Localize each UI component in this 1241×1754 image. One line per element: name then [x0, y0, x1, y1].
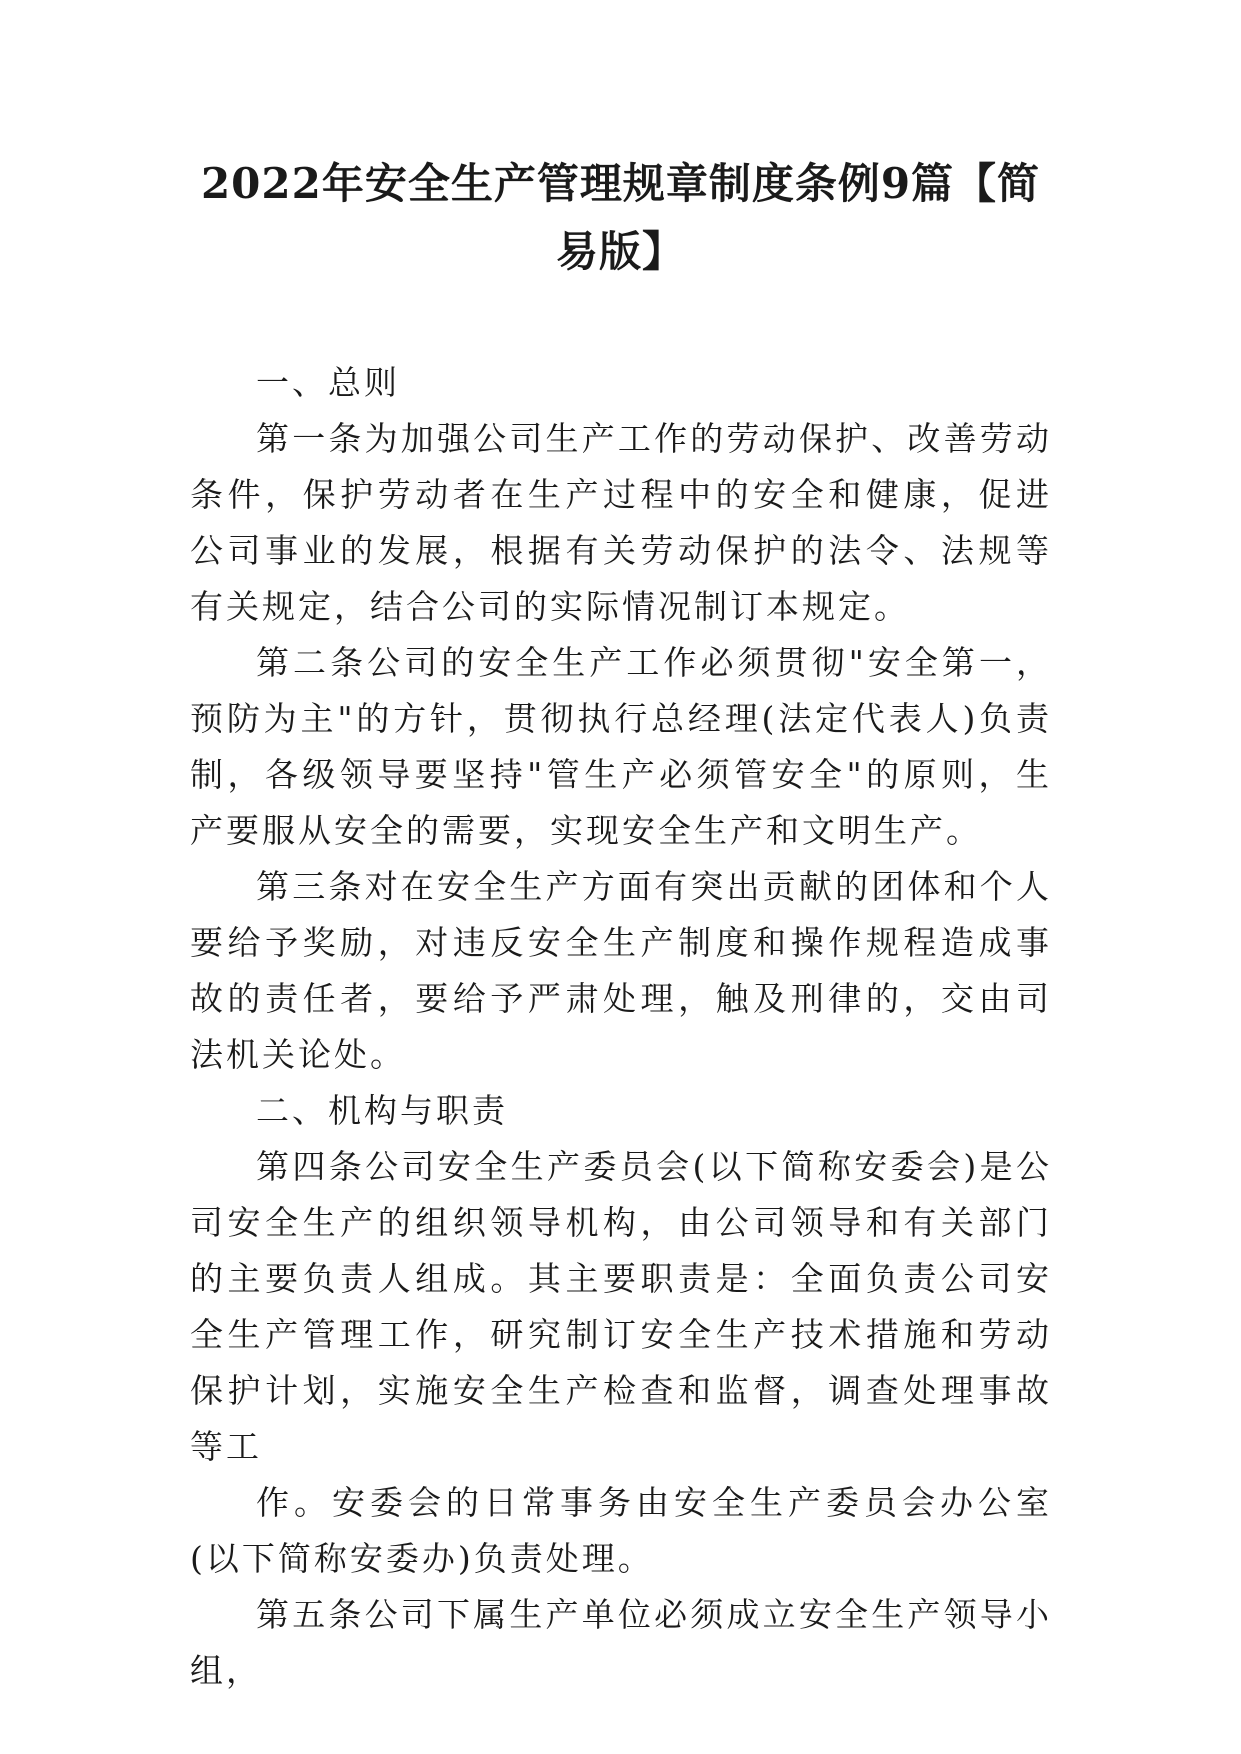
- paragraph-article-4-continued: 作。安委会的日常事务由安全生产委员会办公室(以下简称安委办)负责处理。: [190, 1483, 1052, 1578]
- document-body: [190, 355, 1052, 1699]
- paragraph-article-4: 第四条公司安全生产委员会(以下简称安委会)是公司安全生产的组织领导机构，由公司领导和有关部门的主要负责人组成。其主要职责是：全面负责公司安全生产管理工作，研究制订安全生产技术措施和劳动保护计划，实施安全生产检查和监督，调查处理事故等工: [190, 1147, 1052, 1466]
- document-title: 2022年安全生产管理规章制度条例9篇【简易版】: [200, 159, 1041, 276]
- section-heading-organization: 二、机构与职责: [256, 1091, 508, 1130]
- paragraph-article-1: 第一条为加强公司生产工作的劳动保护、改善劳动条件，保护劳动者在生产过程中的安全和健康，促进公司事业的发展，根据有关劳动保护的法令、法规等有关规定，结合公司的实际情况制订本规定。: [190, 419, 1052, 626]
- paragraph-article-3: 第三条对在安全生产方面有突出贡献的团体和个人要给予奖励，对违反安全生产制度和操作规程造成事故的责任者，要给予严肃处理，触及刑律的，交由司法机关论处。: [190, 867, 1052, 1074]
- section-heading-general: 一、总则: [256, 363, 400, 402]
- paragraph-article-5: 第五条公司下属生产单位必须成立安全生产领导小组，: [190, 1595, 1052, 1690]
- paragraph-article-2: 第二条公司的安全生产工作必须贯彻"安全第一，预防为主"的方针，贯彻执行总经理(法定代表人)负责制，各级领导要坚持"管生产必须管安全"的原则，生产要服从安全的需要，实现安全生产和文明生产。: [190, 643, 1052, 850]
